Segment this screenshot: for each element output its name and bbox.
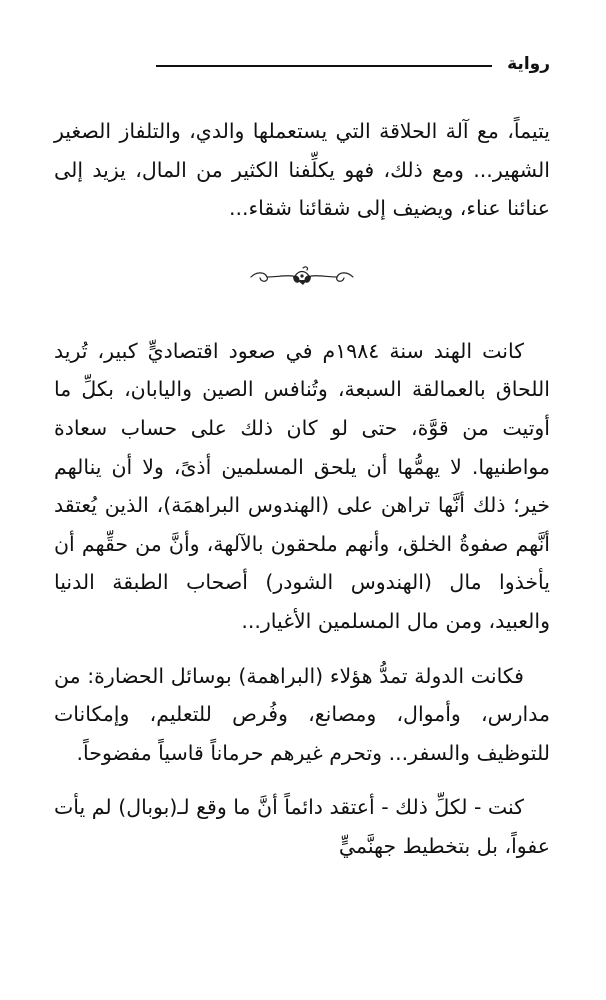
paragraph-continuation: يتيماً، مع آلة الحلاقة التي يستعملها والدي، والتلفاز الصغير الشهير... ومع ذلك، فهو يكلِّفنا الكثير من المال، يزيد إلى عنائنا عناء، ويضيف إلى شقائنا شقاء... bbox=[54, 119, 550, 221]
section-divider bbox=[54, 228, 550, 332]
running-header bbox=[156, 52, 550, 78]
running-head-title: رواية bbox=[507, 54, 550, 74]
paragraph-bhopal: كنت - لكلِّ ذلك - أعتقد دائماً أنَّ ما وقع لـ(بوبال) لم يأت عفواً، بل بتخطيط جهنَّميٍّ bbox=[54, 795, 550, 858]
page-body bbox=[54, 112, 550, 866]
paragraph-state-brahmins: فكانت الدولة تمدُّ هؤلاء (البراهمة) بوسائل الحضارة: من مدارس، وأموال، ومصانع، وفُرص للتعليم، وإمكانات للتوظيف والسفر... وتحرم غيرهم حرماناً قاسياً مفضوحاً. bbox=[54, 663, 550, 765]
paragraph-india-1984: كانت الهند سنة ١٩٨٤م في صعود اقتصاديٍّ كبير، تُريد اللحاق بالعمالقة السبعة، وتُنافس الصين واليابان، بكلِّ ما أوتيت من قوَّة، حتى لو كان ذلك على حساب سعادة مواطنيها. لا يهمُّها أن يلحق المسلمين أذىً، ولا أن ينالهم خير؛ ذلك أنَّها تراهن على (الهندوس البراهمَة)، الذين يُعتقد أنَّهم صفوةُ الخلق، وأنهم ملحقون بالآلهة، وأنَّ من حقِّهم أن يأخذوا مال (الهندوس الشودر) أصحاب الطبقة الدنيا والعبيد، ومن مال المسلمين الأغيار... bbox=[54, 338, 550, 633]
header-rule bbox=[156, 65, 492, 67]
floral-ornament-icon bbox=[247, 264, 357, 288]
